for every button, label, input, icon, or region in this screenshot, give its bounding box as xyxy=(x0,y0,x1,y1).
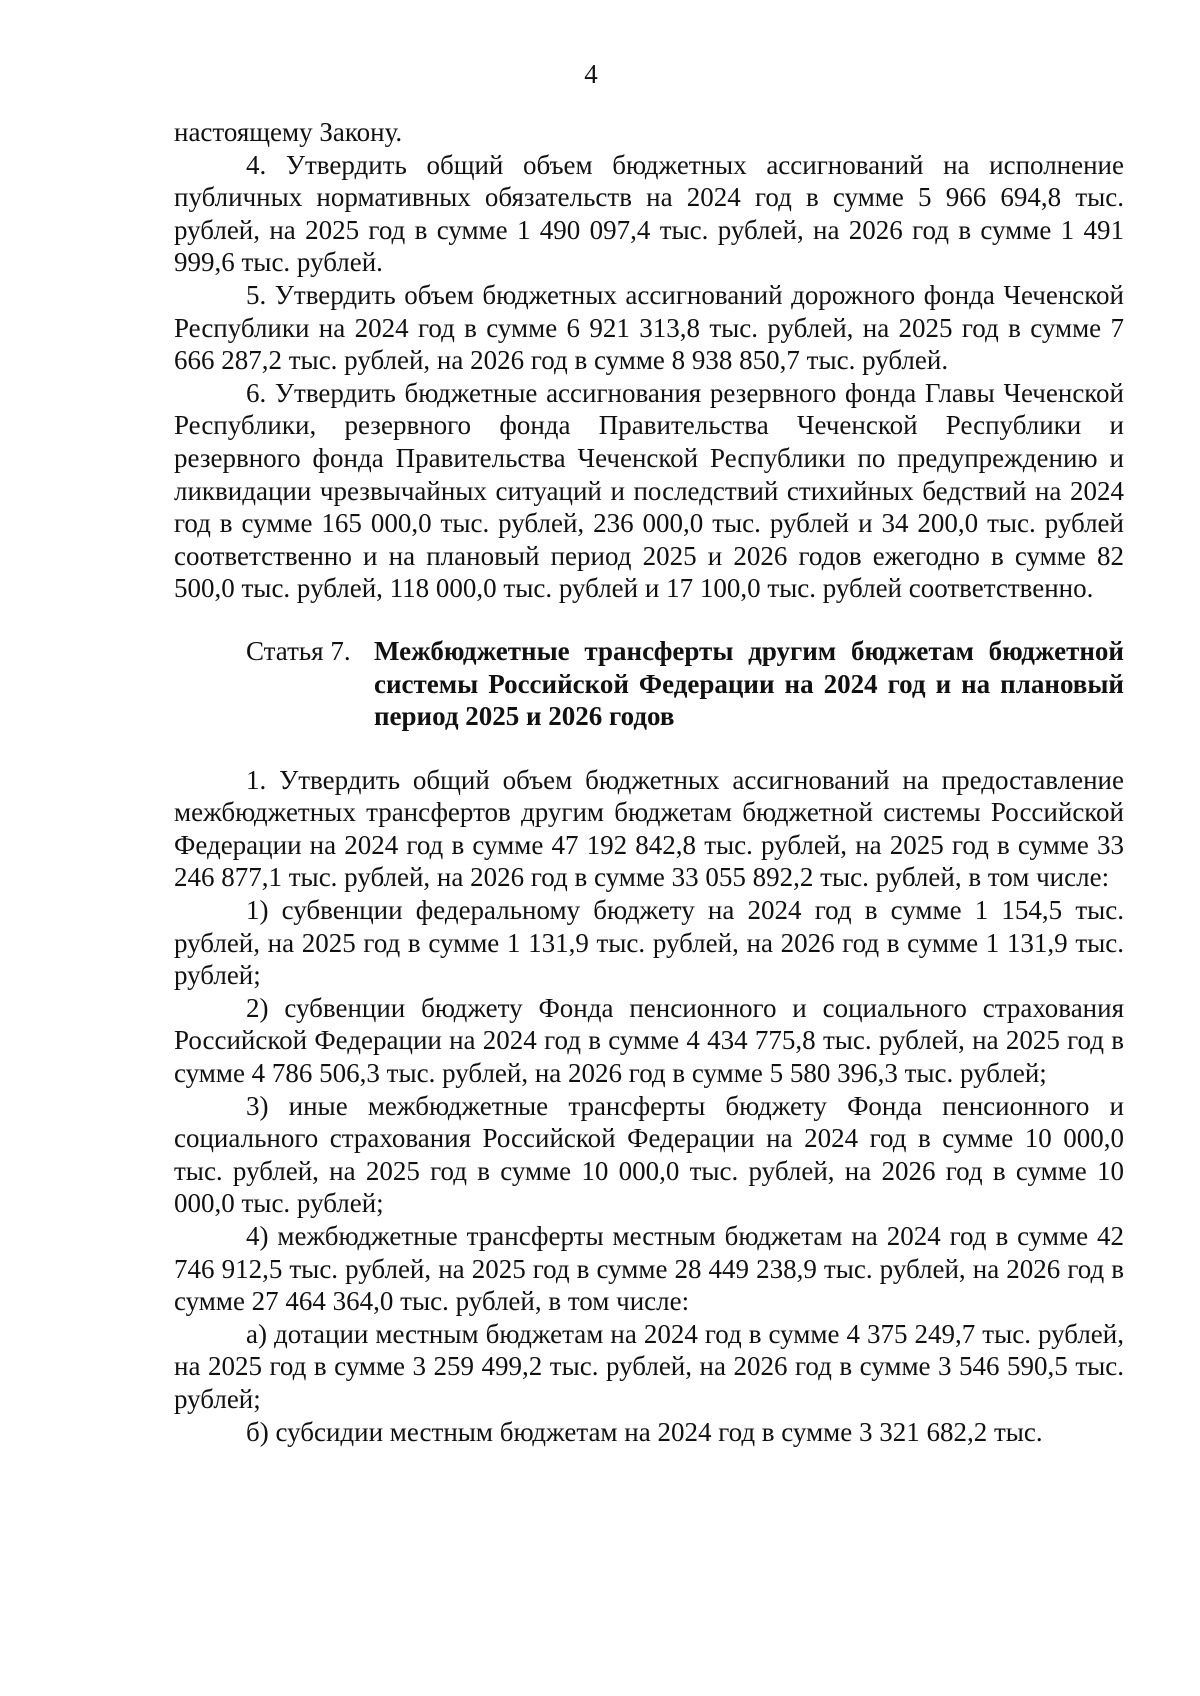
paragraph-item-4: 4. Утвердить общий объем бюджетных ассигнований на исполнение публичных нормативных обязательств на 2024 год в сумме 5 966 694,8 тыс. рублей, на 2025 год в сумме 1 490 097,4 тыс. рублей, на 2026 год в сумме 1 491 999,6 тыс. рублей. xyxy=(174,149,1124,278)
article-title: Межбюджетные трансферты другим бюджетам бюджетной системы Российской Федерации на 2024 год и на плановый период 2025 и 2026 годов xyxy=(374,635,1124,732)
page-number: 4 xyxy=(584,59,598,89)
subitem-4: 4) межбюджетные трансферты местным бюджетам на 2024 год в сумме 42 746 912,5 тыс. рублей, на 2025 год в сумме 28 449 238,9 тыс. рублей, на 2026 год в сумме 27 464 364,0 тыс. рублей, в том числе: xyxy=(174,1221,1124,1317)
subitem-b: б) субсидии местным бюджетам на 2024 год в сумме 3 321 682,2 тыс. xyxy=(246,1416,1043,1447)
paragraph-continuation: настоящему Закону. xyxy=(174,117,403,147)
subitem-a: а) дотации местным бюджетам на 2024 год в сумме 4 375 249,7 тыс. рублей, на 2025 год в сумме 3 259 499,2 тыс. рублей, на 2026 год в сумме 3 546 590,5 тыс. рублей; xyxy=(174,1318,1124,1414)
paragraph-item-6: 6. Утвердить бюджетные ассигнования резервного фонда Главы Чеченской Республики, резервного фонда Правительства Чеченской Республики и резервного фонда Правительства Чеченской Республики по предупреждению и ликвидации чрезвычайных ситуаций и последствий стихийных бедствий на 2024 год в сумме 165 000,0 тыс. рублей, 236 000,0 тыс. рублей и 34 200,0 тыс. рублей соответственно и на плановый период 2025 и 2026 годов ежегодно в сумме 82 500,0 тыс. рублей, 118 000,0 тыс. рублей и 17 100,0 тыс. рублей соответственно. xyxy=(174,377,1124,604)
subitem-3: 3) иные межбюджетные трансферты бюджету Фонда пенсионного и социального страхования Российской Федерации на 2024 год в сумме 10 000,0 тыс. рублей, на 2025 год в сумме 10 000,0 тыс. рублей, на 2026 год в сумме 10 000,0 тыс. рублей; xyxy=(174,1090,1124,1219)
article-label: Статья 7. xyxy=(246,635,351,666)
subitem-2: 2) субвенции бюджету Фонда пенсионного и социального страхования Российской Федерации на 2024 год в сумме 4 434 775,8 тыс. рублей, на 2025 год в сумме 4 786 506,3 тыс. рублей, на 2026 год в сумме 5 580 396,3 тыс. рублей; xyxy=(174,992,1124,1089)
document-body xyxy=(174,116,1124,1448)
paragraph-item-5: 5. Утвердить объем бюджетных ассигнований дорожного фонда Чеченской Республики на 2024 год в сумме 6 921 313,8 тыс. рублей, на 2025 год в сумме 7 666 287,2 тыс. рублей, на 2026 год в сумме 8 938 850,7 тыс. рублей. xyxy=(174,279,1124,376)
article-heading xyxy=(174,635,1124,733)
subitem-1: 1) субвенции федеральному бюджету на 2024 год в сумме 1 154,5 тыс. рублей, на 2025 год в сумме 1 131,9 тыс. рублей, на 2026 год в сумме 1 131,9 тыс. рублей; xyxy=(174,895,1124,991)
paragraph-article-7-item-1: 1. Утвердить общий объем бюджетных ассигнований на предоставление межбюджетных трансфертов другим бюджетам бюджетной системы Российской Федерации на 2024 год в сумме 47 192 842,8 тыс. рублей, на 2025 год в сумме 33 246 877,1 тыс. рублей, на 2026 год в сумме 33 055 892,2 тыс. рублей, в том числе: xyxy=(174,764,1124,893)
